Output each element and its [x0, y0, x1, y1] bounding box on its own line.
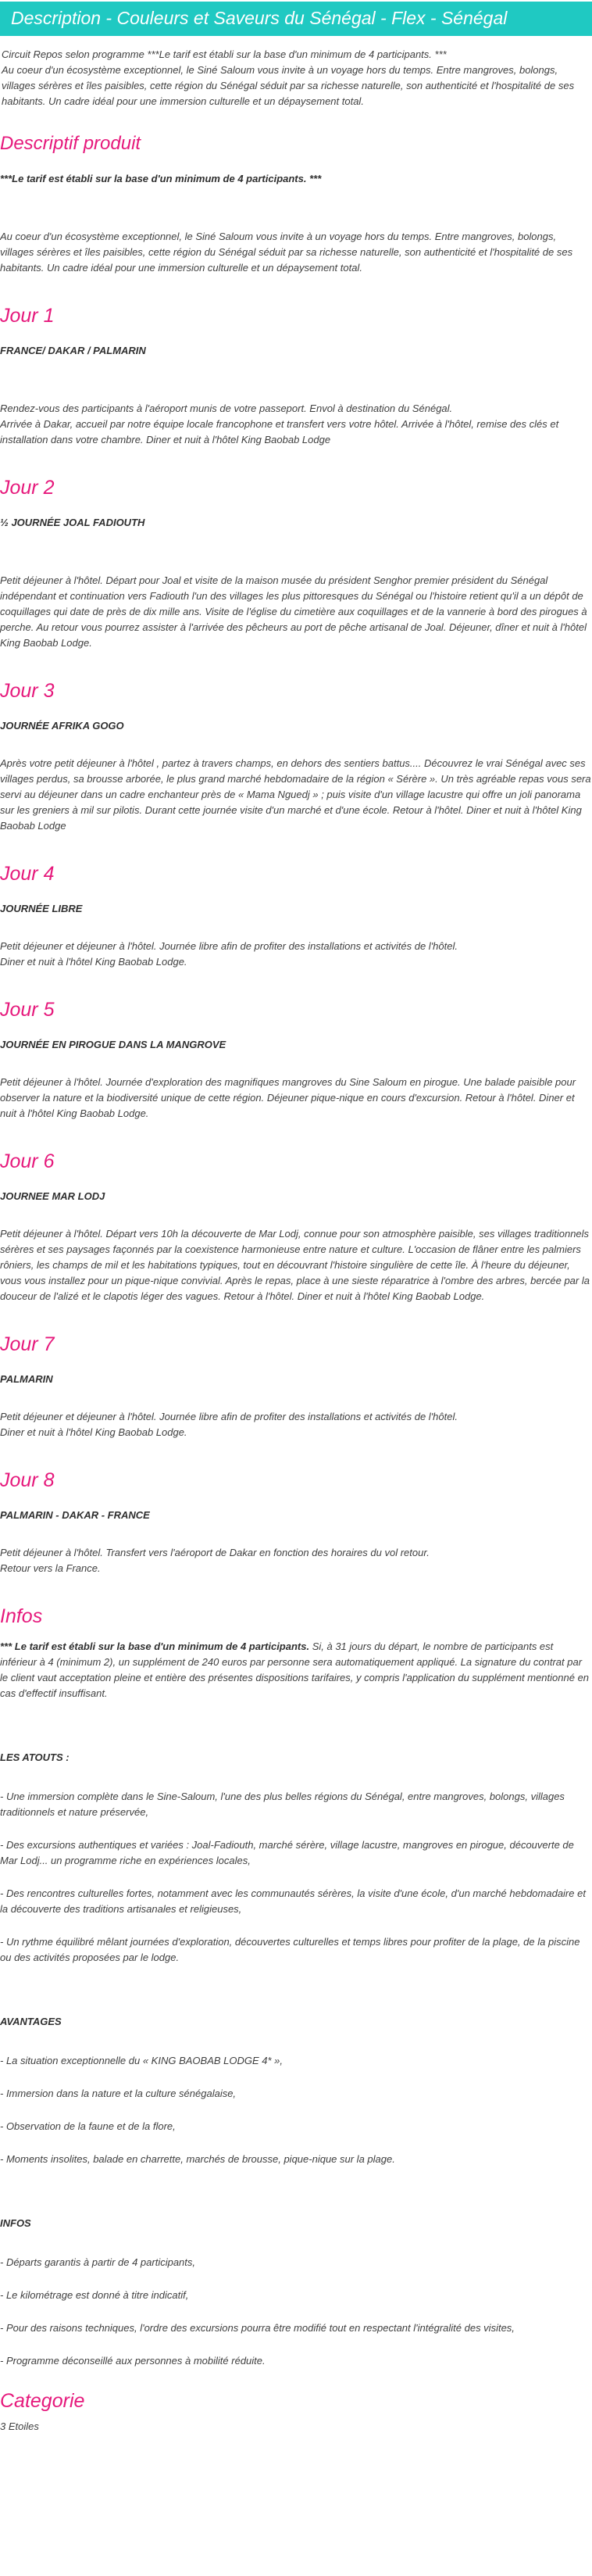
list-item: - Un rythme équilibré mêlant journées d'exploration, découvertes culturelles et temps libres pour profiter de la plage, de la piscine ou des activités proposées par le lodge. — [0, 1935, 580, 1963]
list-item: - Pour des raisons techniques, l'ordre des excursions pourra être modifié tout en respectant l'intégralité des visites, — [0, 2321, 515, 2334]
categorie-heading: Categorie — [0, 2389, 85, 2412]
day-heading: Jour 3 — [0, 679, 55, 702]
day-heading: Jour 6 — [0, 1150, 55, 1172]
intro-line-1: Circuit Repos selon programme ***Le tarif est établi sur la base d'un minimum de 4 participants. *** — [2, 48, 447, 60]
day-block — [0, 304, 592, 448]
days-section — [0, 304, 592, 1576]
day-block — [0, 998, 592, 1122]
day-subtitle: JOURNÉE EN PIROGUE DANS LA MANGROVE — [0, 1038, 226, 1050]
day-description — [0, 1226, 592, 1304]
day-description — [0, 939, 592, 970]
list-item: - Programme déconseillé aux personnes à mobilité réduite. — [0, 2354, 266, 2367]
day-block — [0, 1333, 592, 1440]
day-description-line-1: Petit déjeuner à l'hôtel. Départ vers 10h la découverte de Mar Lodj, connue pour son atmosphère paisible, ses villages traditionnels sérères et ses paysages façonnés par la coexistence harmonieuse entre nature et culture. L'occasion de flâner entre les palmiers rôniers, les champs de mil et les habitations typiques, tout en découvrant l'histoire singulière de cette île. À l'heure du déjeuner, vous vous installez pour un pique-nique convivial. Après le repas, place à une sieste réparatrice à l'ombre des arbres, bercée par la douceur de l'alizé et le clapotis léger des vagues. Retour à l'hôtel. Diner et nuit à l'hôtel King Baobab Lodge. — [0, 1227, 590, 1302]
day-block — [0, 1469, 592, 1576]
avantages-list — [0, 2053, 592, 2167]
day-heading: Jour 4 — [0, 862, 55, 885]
list-item: - Départs garantis à partir de 4 participants, — [0, 2256, 196, 2268]
intro-paragraph — [0, 47, 592, 109]
day-description-line-1: Petit déjeuner et déjeuner à l'hôtel. Journée libre afin de profiter des installations et activités de l'hôtel. — [0, 939, 458, 952]
day-subtitle: PALMARIN — [0, 1372, 53, 1385]
day-description — [0, 756, 592, 834]
day-heading: Jour 1 — [0, 304, 55, 327]
list-item: - Le kilométrage est donné à titre indicatif, — [0, 2288, 189, 2301]
day-subtitle: PALMARIN - DAKAR - FRANCE — [0, 1508, 150, 1521]
infos-heading: Infos — [0, 1605, 43, 1627]
page — [0, 2, 592, 2435]
day-description — [0, 401, 592, 448]
day-description-line-1: Petit déjeuner et déjeuner à l'hôtel. Journée libre afin de profiter des installations et activités de l'hôtel. — [0, 1410, 458, 1422]
infos-list — [0, 2255, 592, 2369]
day-description-line-2: Diner et nuit à l'hôtel King Baobab Lodge. — [0, 1426, 187, 1438]
list-item: - Une immersion complète dans le Sine-Saloum, l'une des plus belles régions du Sénégal, entre mangroves, bolongs, villages traditionnels et nature préservée, — [0, 1790, 565, 1818]
day-description-line-1: Petit déjeuner à l'hôtel. Journée d'exploration des magnifiques mangroves du Sine Saloum en pirogue. Une balade paisible pour observer la nature et la biodiversité unique de cette région. Déjeuner pique-nique en cours d'excursion. Retour à l'hôtel. Diner et nuit à l'hôtel King Baobab Lodge. — [0, 1075, 576, 1119]
infos-tarif-bold: *** Le tarif est établi sur la base d'un minimum de 4 participants. — [0, 1640, 310, 1652]
day-subtitle: ½ JOURNÉE JOAL FADIOUTH — [0, 516, 145, 528]
page-title: Description - Couleurs et Saveurs du Sénégal - Flex - Sénégal — [0, 2, 592, 36]
day-description-line-2: Arrivée à Dakar, accueil par notre équipe locale francophone et transfert vers votre hôtel. Arrivée à l'hôtel, remise des clés et installation dans votre chambre. Diner et nuit à l'hôtel King Baobab Lodge — [0, 417, 559, 445]
day-heading: Jour 8 — [0, 1469, 55, 1491]
list-item: - Des excursions authentiques et variées : Joal-Fadiouth, marché sérère, village lacustre, mangroves en pirogue, découverte de Mar Lodj... un programme riche en expériences locales, — [0, 1838, 574, 1866]
intro-line-2: Au coeur d'un écosystème exceptionnel, le Siné Saloum vous invite à un voyage hors du temps. Entre mangroves, bolongs, villages sérères et îles paisibles, cette région du Sénégal séduit par sa richesse naturelle, son authenticité et l'hospitalité de ses habitants. Un cadre idéal pour une immersion culturelle et un dépaysement total. — [2, 63, 575, 107]
day-block — [0, 862, 592, 970]
day-description — [0, 1075, 592, 1122]
day-description-line-2: Diner et nuit à l'hôtel King Baobab Lodge. — [0, 955, 187, 968]
list-item: - Immersion dans la nature et la culture sénégalaise, — [0, 2087, 237, 2099]
infos-tarif-rest: Si, à 31 jours du départ, le nombre de participants est inférieur à 4 (minimum 2), un supplément de 240 euros par personne sera automatiquement appliqué. La signature du contrat par le client vaut acceptation pleine et entière des présentes dispositions tarifaires, y compris l'application du supplément mentionné en cas d'effectif insuffisant. — [0, 1640, 590, 1699]
day-block — [0, 1150, 592, 1304]
day-subtitle: JOURNÉE AFRIKA GOGO — [0, 719, 124, 732]
day-subtitle: JOURNÉE LIBRE — [0, 902, 83, 914]
day-description-line-2: Retour vers la France. — [0, 1562, 101, 1574]
day-subtitle: FRANCE/ DAKAR / PALMARIN — [0, 344, 146, 356]
day-heading: Jour 7 — [0, 1333, 55, 1355]
day-description-line-1: Petit déjeuner à l'hôtel. Départ pour Joal et visite de la maison musée du président Senghor premier président du Sénégal indépendant et continuation vers Fadiouth l'un des villages les plus pittoresques du Sénégal ou l'histoire retient qu'il a un dépôt de coquillages qui date de près de dix mille ans. Visite de l'église du cimetière aux coquillages et de la vannerie à bord des pirogues à perche. Au retour vous pourrez assister à l'arrivée des pêcheurs au port de pêche artisanal de Joal. Déjeuner, dîner et nuit à l'hôtel King Baobab Lodge. — [0, 574, 587, 649]
descriptif-note: ***Le tarif est établi sur la base d'un minimum de 4 participants. *** — [0, 172, 322, 184]
day-subtitle: JOURNEE MAR LODJ — [0, 1190, 105, 1202]
day-description-line-1: Petit déjeuner à l'hôtel. Transfert vers l'aéroport de Dakar en fonction des horaires du vol retour. — [0, 1546, 430, 1558]
day-description — [0, 1409, 592, 1440]
day-description — [0, 573, 592, 651]
infos-tarif-note — [0, 1639, 592, 1701]
day-block — [0, 476, 592, 651]
descriptif-text: Au coeur d'un écosystème exceptionnel, le Siné Saloum vous invite à un voyage hors du temps. Entre mangroves, bolongs, villages sérères et îles paisibles, cette région du Sénégal séduit par sa richesse naturelle, son authenticité et l'hospitalité de ses habitants. Un cadre idéal pour une immersion culturelle et un dépaysement total. — [0, 230, 573, 274]
day-heading: Jour 5 — [0, 998, 55, 1021]
day-description-line-1: Rendez-vous des participants à l'aéroport munis de votre passeport. Envol à destination du Sénégal. — [0, 402, 453, 414]
list-item: - La situation exceptionnelle du « KING BAOBAB LODGE 4* », — [0, 2054, 284, 2066]
list-item: - Observation de la faune et de la flore, — [0, 2120, 176, 2132]
day-heading: Jour 2 — [0, 476, 55, 499]
list-item: - Des rencontres culturelles fortes, notamment avec les communautés sérères, la visite d'une école, d'un marché hebdomadaire et la découverte des traditions artisanales et religieuses, — [0, 1887, 586, 1915]
day-description-line-1: Après votre petit déjeuner à l'hôtel , partez à travers champs, en dehors des sentiers battus.... Découvrez le vrai Sénégal avec ses villages perdus, sa brousse arborée, le plus grand marché hebdomadaire de la région « Sérère ». Un très agréable repas vous sera servi au déjeuner dans un cadre enchanteur près de « Mama Nguedj » ; puis visite d'un village lacustre qui offre un joli panorama sur les greniers à mil sur pilotis. Durant cette journée visite d'un marché et d'une école. Retour à l'hôtel. Diner et nuit à l'hôtel King Baobab Lodge — [0, 757, 591, 832]
avantages-title: AVANTAGES — [0, 2015, 62, 2027]
day-block — [0, 679, 592, 834]
descriptif-heading: Descriptif produit — [0, 132, 141, 154]
infos-list-title: INFOS — [0, 2216, 31, 2229]
atouts-list — [0, 1789, 592, 1966]
atouts-title: LES ATOUTS : — [0, 1751, 70, 1763]
categorie-value: 3 Etoiles — [0, 2420, 39, 2432]
day-description — [0, 1545, 592, 1576]
list-item: - Moments insolites, balade en charrette, marchés de brousse, pique-nique sur la plage. — [0, 2152, 395, 2165]
